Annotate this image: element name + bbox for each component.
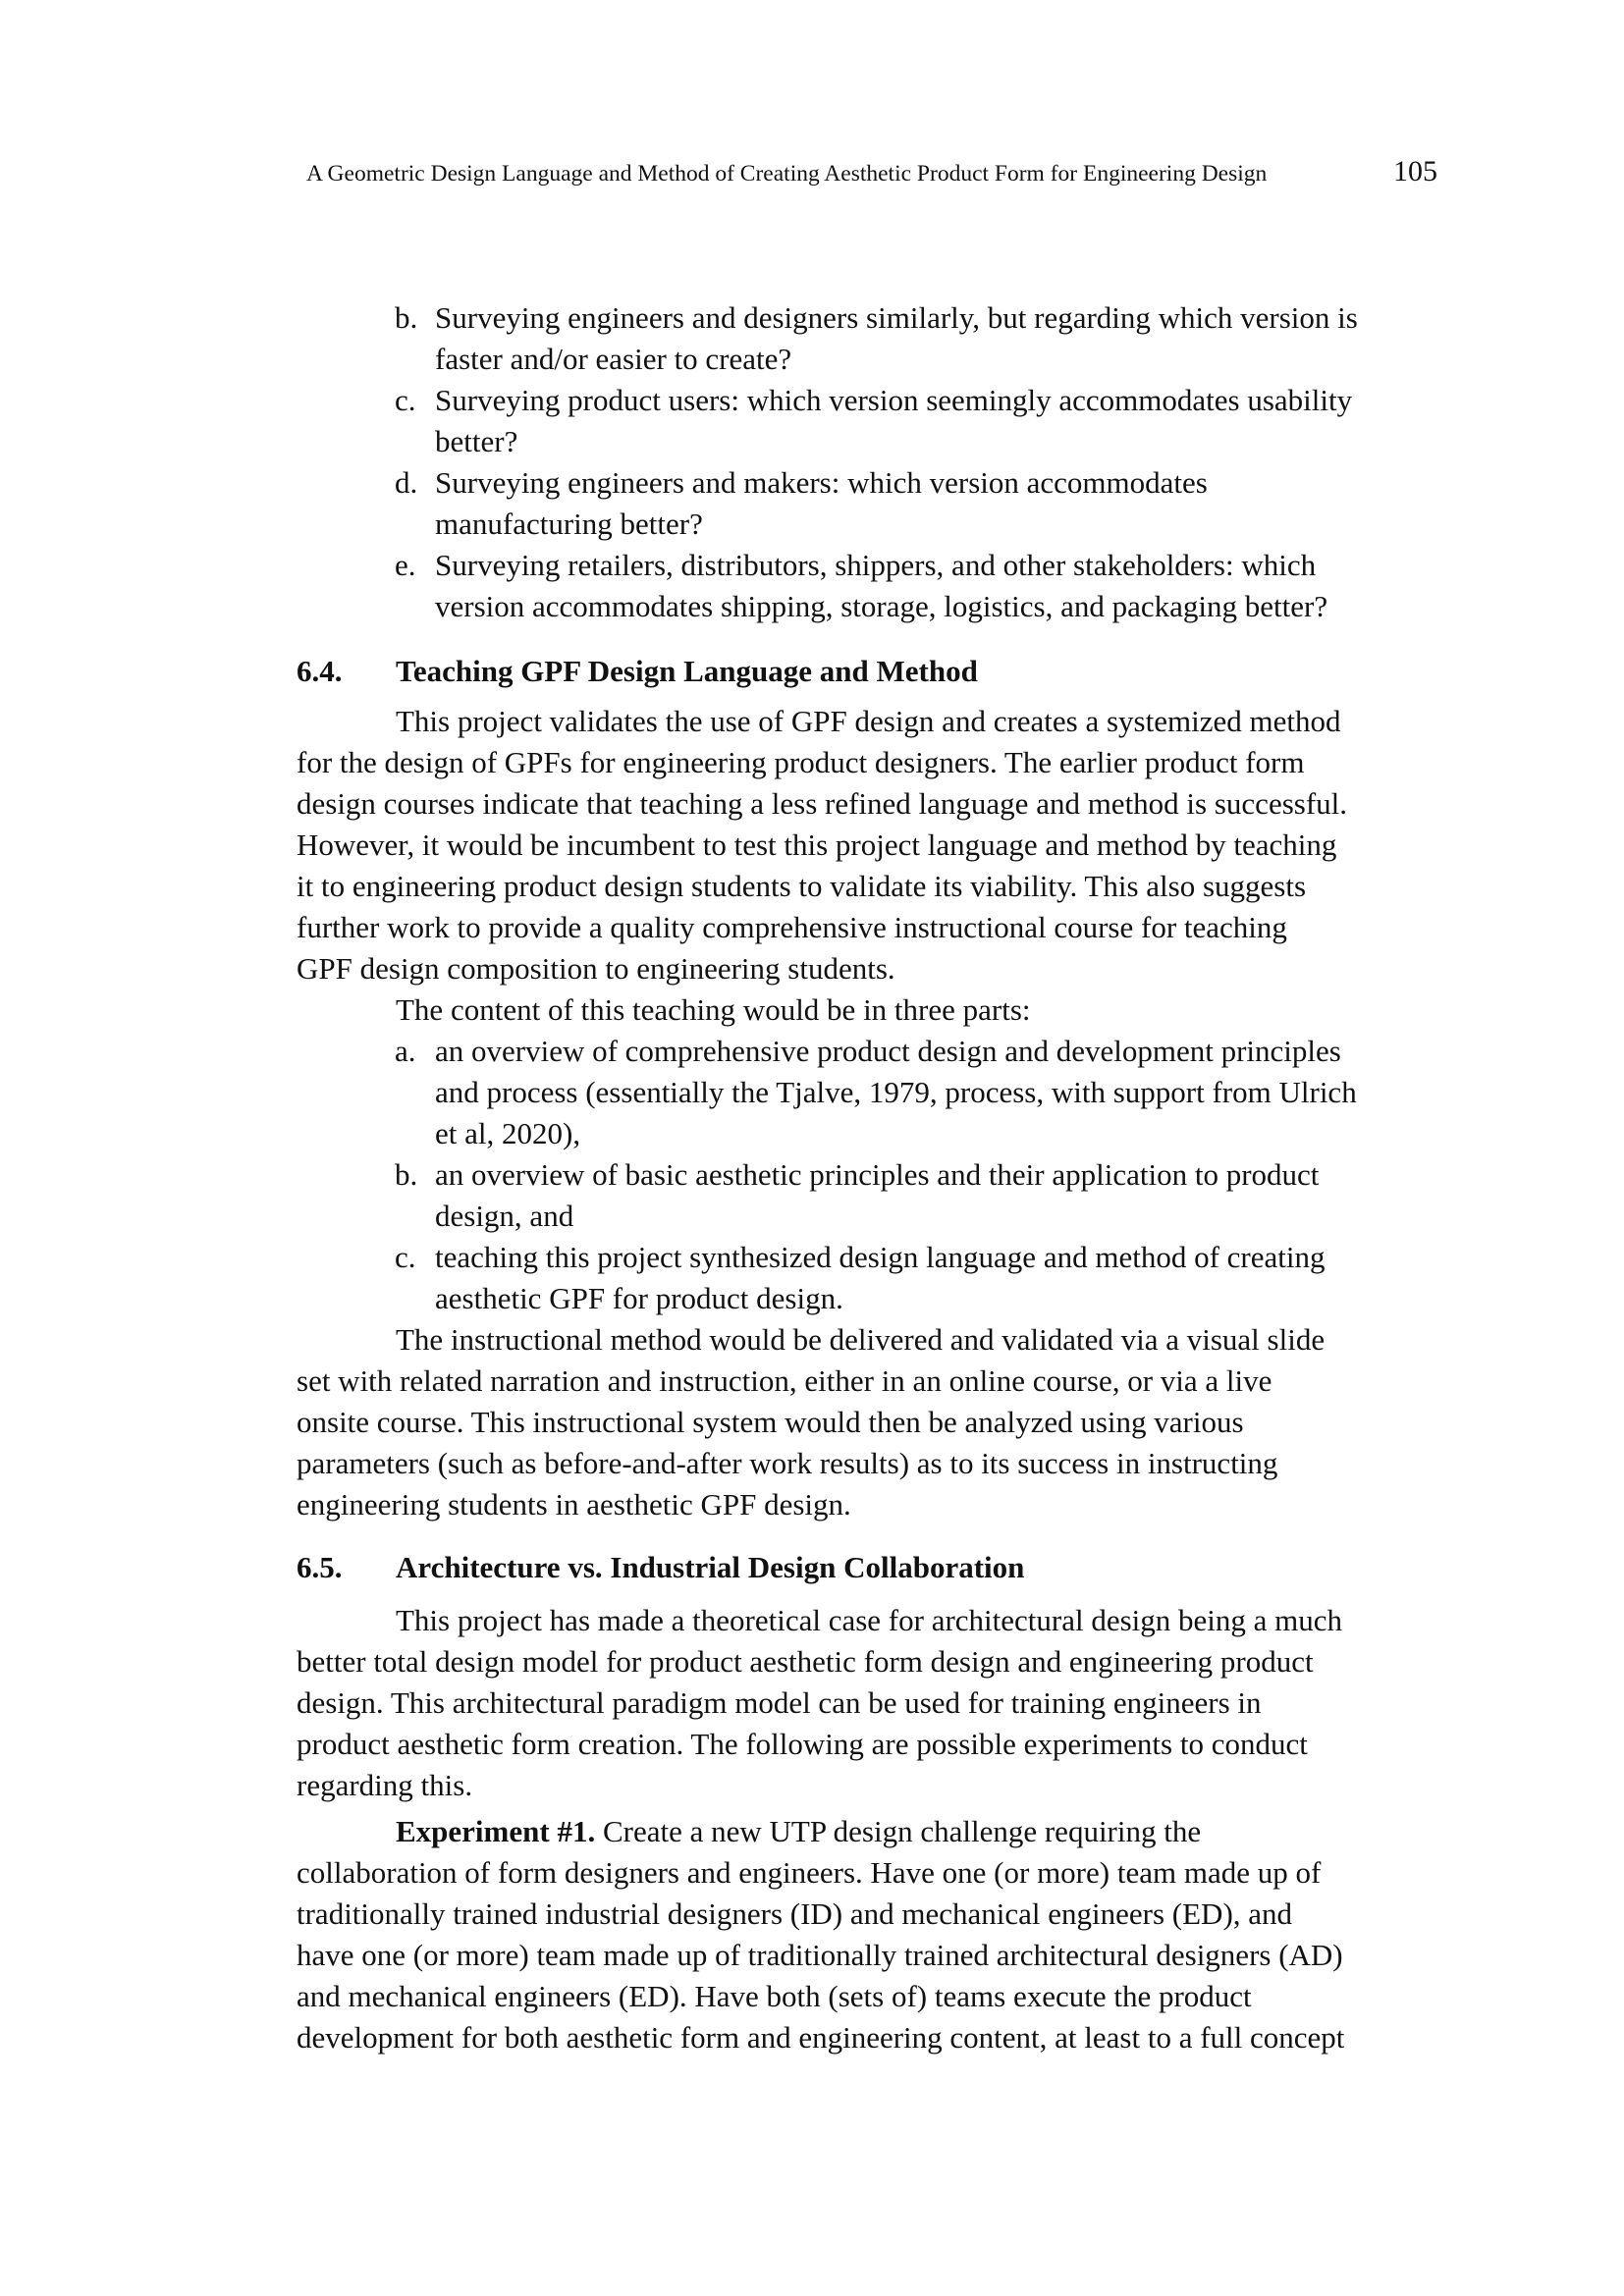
paragraph-line: regarding this. — [297, 1768, 473, 1802]
list-line: Surveying product users: which version seemingly accommodates usability — [435, 383, 1353, 417]
paragraph-line: parameters (such as before-and-after work results) as to its success in instructing — [297, 1446, 1278, 1480]
list-line: manufacturing better? — [435, 507, 703, 541]
paragraph-line: further work to provide a quality comprehensive instructional course for teaching — [297, 910, 1287, 944]
list-line: et al, 2020), — [435, 1116, 581, 1150]
list-letter: c. — [395, 1240, 416, 1274]
paragraph-line: better total design model for product aesthetic form design and engineering product — [297, 1644, 1314, 1679]
section-title: Architecture vs. Industrial Design Collaboration — [396, 1550, 1025, 1584]
section-heading-6-4 — [297, 651, 1475, 692]
list-letter: d. — [395, 465, 418, 500]
section-6-5-body — [297, 1600, 1475, 1806]
paragraph-line: have one (or more) team made up of traditionally trained architectural designers (AD) — [297, 1938, 1343, 1972]
list-line: an overview of comprehensive product design and development principles — [435, 1034, 1341, 1068]
paragraph-line: traditionally trained industrial designers (ID) and mechanical engineers (ED), and — [297, 1896, 1293, 1931]
list-line: design, and — [435, 1199, 574, 1233]
section-6-4-body — [297, 701, 1475, 1525]
list-line: better? — [435, 424, 518, 458]
list-item — [297, 1154, 1475, 1237]
list-line: an overview of basic aesthetic principles and their application to product — [435, 1157, 1320, 1192]
paragraph-line: However, it would be incumbent to test this project language and method by teaching — [297, 828, 1337, 862]
paragraph-line: product aesthetic form creation. The following are possible experiments to conduct — [297, 1727, 1308, 1761]
paragraph-line: it to engineering product design students to validate its viability. This also suggests — [297, 869, 1307, 903]
paragraph-line: set with related narration and instruction, either in an online course, or via a live — [297, 1363, 1272, 1398]
experiment-text: Create a new UTP design challenge requiring the — [595, 1814, 1202, 1848]
list-letter: a. — [395, 1034, 416, 1068]
experiment-label: Experiment #1. — [396, 1814, 596, 1848]
section-title: Teaching GPF Design Language and Method — [396, 654, 978, 688]
paragraph-line: GPF design composition to engineering students. — [297, 951, 895, 986]
paragraph-line: engineering students in aesthetic GPF design. — [297, 1487, 851, 1522]
paragraph-line: development for both aesthetic form and engineering content, at least to a full concept — [297, 2020, 1345, 2055]
paragraph-line: design. This architectural paradigm model can be used for training engineers in — [297, 1685, 1262, 1720]
paragraph-line: design courses indicate that teaching a less refined language and method is successful. — [297, 786, 1348, 821]
list-letter: b. — [395, 300, 418, 335]
list-letter: c. — [395, 383, 416, 417]
list-line: and process (essentially the Tjalve, 1979, process, with support from Ulrich — [435, 1075, 1357, 1109]
list-letter: b. — [395, 1157, 418, 1192]
running-header: A Geometric Design Language and Method of Creating Aesthetic Product Form for Engineering Design — [306, 161, 1268, 187]
list-item — [297, 545, 1475, 627]
paragraph-line: onsite course. This instructional system would then be analyzed using various — [297, 1405, 1244, 1439]
experiment-1 — [297, 1811, 1475, 2058]
list-item — [297, 1031, 1475, 1154]
survey-list — [297, 297, 1475, 627]
paragraph-line: The content of this teaching would be in three parts: — [396, 992, 1031, 1027]
paragraph-line: for the design of GPFs for engineering product designers. The earlier product form — [297, 745, 1305, 779]
list-line: Surveying retailers, distributors, shippers, and other stakeholders: which — [435, 548, 1317, 582]
list-line: Surveying engineers and designers similarly, but regarding which version is — [435, 300, 1358, 335]
section-heading-6-5 — [297, 1547, 1475, 1588]
section-number: 6.5. — [297, 1550, 343, 1584]
paragraph-line: This project validates the use of GPF design and creates a systemized method — [396, 704, 1341, 738]
list-line: aesthetic GPF for product design. — [435, 1281, 843, 1315]
list-line: teaching this project synthesized design language and method of creating — [435, 1240, 1326, 1274]
paragraph-line: This project has made a theoretical case for architectural design being a much — [396, 1603, 1343, 1637]
page-number: 105 — [1393, 155, 1437, 187]
section-number: 6.4. — [297, 654, 343, 688]
paragraph-line: and mechanical engineers (ED). Have both (sets of) teams execute the product — [297, 1979, 1252, 2013]
paragraph-line — [297, 1811, 1475, 1852]
list-letter: e. — [395, 548, 416, 582]
list-item — [297, 1237, 1475, 1319]
paragraph-line: The instructional method would be delivered and validated via a visual slide — [396, 1322, 1326, 1357]
list-item — [297, 462, 1475, 545]
list-line: Surveying engineers and makers: which version accommodates — [435, 465, 1208, 500]
list-line: faster and/or easier to create? — [435, 342, 792, 376]
list-item — [297, 380, 1475, 462]
list-line: version accommodates shipping, storage, logistics, and packaging better? — [435, 589, 1328, 623]
list-item — [297, 297, 1475, 380]
paragraph-line: collaboration of form designers and engineers. Have one (or more) team made up of — [297, 1855, 1322, 1890]
